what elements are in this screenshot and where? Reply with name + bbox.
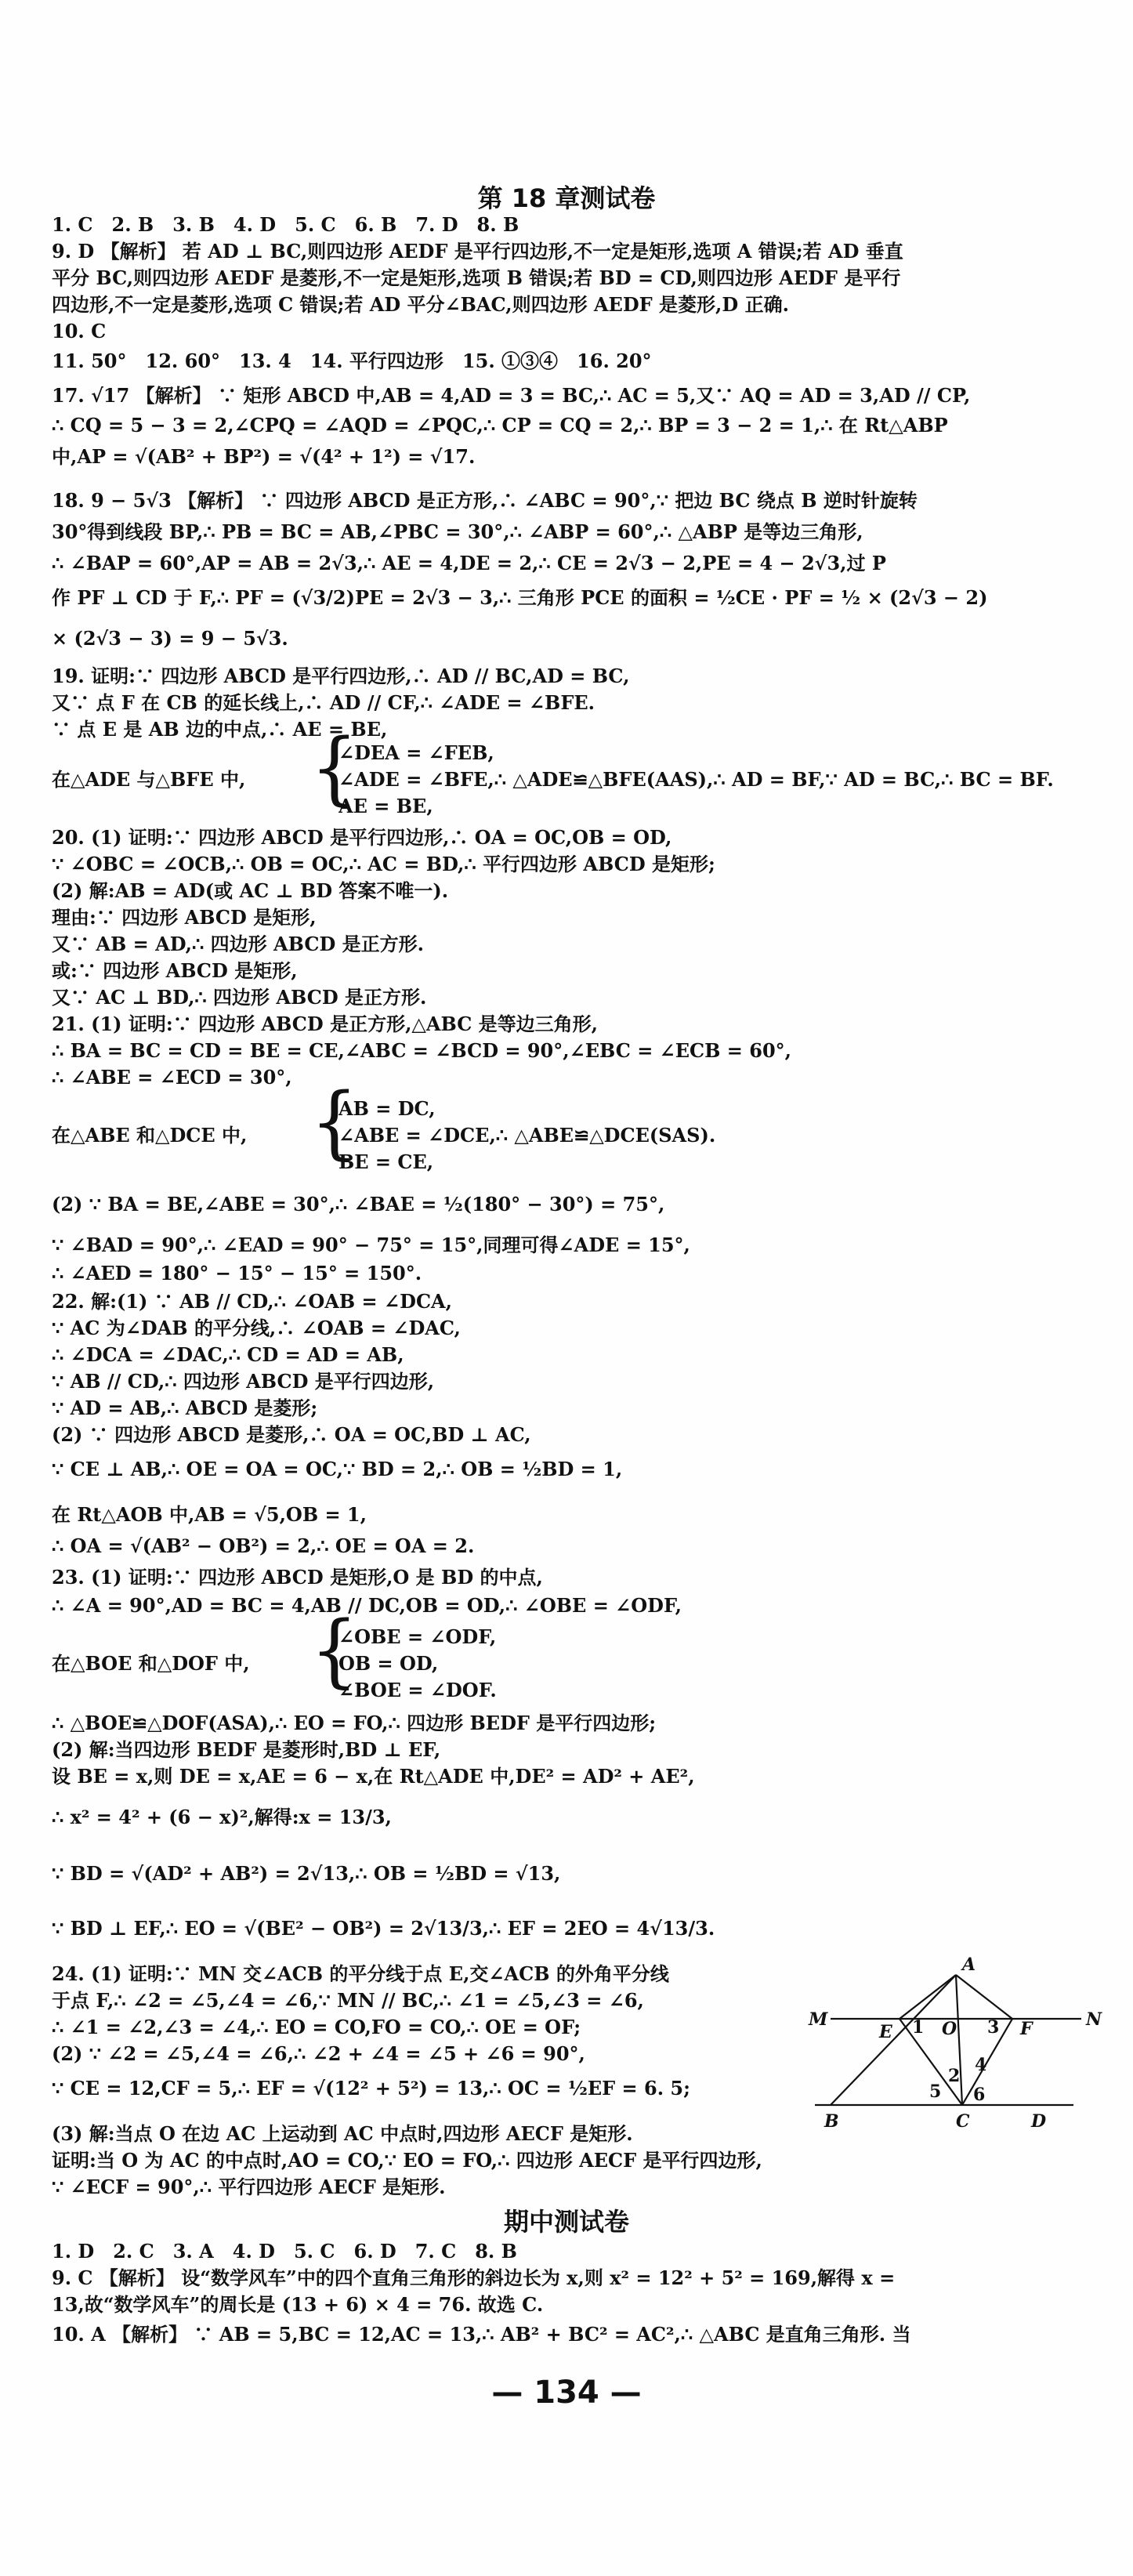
- answer-line: ∴ BA = BC = CD = BE = CE,∠ABC = ∠BCD = 90°,∠EBC = ∠ECB = 60°,: [52, 1039, 792, 1062]
- answer-line: ∵ AC 为∠DAB 的平分线,∴ ∠OAB = ∠DAC,: [52, 1317, 461, 1339]
- answer-line: ∴ ∠1 = ∠2,∠3 = ∠4,∴ EO = CO,FO = CO,∴ OE = OF;: [52, 2016, 581, 2038]
- answer-line: 10. C: [52, 320, 107, 342]
- system-line: ∠BOE = ∠DOF.: [338, 1679, 497, 1701]
- section-title-midterm: 期中测试卷: [503, 2207, 629, 2237]
- answer-line: 在△ABE 和△DCE 中,: [52, 1124, 248, 1147]
- answer-line: 20. (1) 证明:∵ 四边形 ABCD 是平行四边形,∴ OA = OC,OB = OD,: [52, 826, 672, 849]
- label-m: M: [809, 2009, 828, 2030]
- answer-line: 1. D 2. C 3. A 4. D 5. C 6. D 7. C 8. B: [52, 2240, 517, 2263]
- answer-line: ∴ ∠AED = 180° − 15° − 15° = 150°.: [52, 1262, 422, 1284]
- answer-line: ∴ CQ = 5 − 3 = 2,∠CPQ = ∠AQD = ∠PQC,∴ CP = CQ = 2,∴ BP = 3 − 2 = 1,∴ 在 Rt△ABP: [52, 414, 948, 437]
- answer-line: ∴ OA = √(AB² − OB²) = 2,∴ OE = OA = 2.: [52, 1534, 475, 1557]
- answer-line: (2) ∵ BA = BE,∠ABE = 30°,∴ ∠BAE = ½(180° − 30°) = 75°,: [52, 1193, 665, 1216]
- system-line: OB = OD,: [338, 1652, 439, 1675]
- answer-line: 设 BE = x,则 DE = x,AE = 6 − x,在 Rt△ADE 中,DE² = AD² + AE²,: [52, 1765, 695, 1788]
- label-angle-1: 1: [912, 2017, 925, 2038]
- answer-line: 中,AP = √(AB² + BP²) = √(4² + 1²) = √17.: [52, 445, 476, 468]
- answer-line: 10. A 【解析】 ∵ AB = 5,BC = 12,AC = 13,∴ AB² + BC² = AC²,∴ △ABC 是直角三角形. 当: [52, 2323, 911, 2346]
- segment-ae: [900, 1975, 956, 2019]
- answer-line: 又∵ AB = AD,∴ 四边形 ABCD 是正方形.: [52, 933, 424, 955]
- answer-line: 17. √17 【解析】 ∵ 矩形 ABCD 中,AB = 4,AD = 3 = BC,∴ AC = 5,又∵ AQ = AD = 3,AD // CP,: [52, 384, 971, 407]
- system-line: AB = DC,: [338, 1097, 436, 1120]
- answer-line: 24. (1) 证明:∵ MN 交∠ACB 的平分线于点 E,交∠ACB 的外角平分线: [52, 1962, 669, 1985]
- label-angle-4: 4: [975, 2055, 987, 2075]
- answer-line: ∴ ∠A = 90°,AD = BC = 4,AB // DC,OB = OD,∴ ∠OBE = ∠ODF,: [52, 1594, 682, 1617]
- label-b: B: [824, 2111, 839, 2132]
- answer-line: 21. (1) 证明:∵ 四边形 ABCD 是正方形,△ABC 是等边三角形,: [52, 1013, 599, 1035]
- section-title-chapter18: 第 18 章测试卷: [477, 183, 656, 213]
- answer-line: 9. D 【解析】 若 AD ⊥ BC,则四边形 AEDF 是平行四边形,不一定是矩形,选项 A 错误;若 AD 垂直: [52, 240, 903, 263]
- segment-af: [956, 1975, 1012, 2019]
- answer-line: (2) 解:AB = AD(或 AC ⊥ BD 答案不唯一).: [52, 879, 449, 902]
- label-d: D: [1031, 2111, 1047, 2132]
- answer-line: 19. 证明:∵ 四边形 ABCD 是平行四边形,∴ AD // BC,AD = BC,: [52, 665, 630, 687]
- answer-line: 23. (1) 证明:∵ 四边形 ABCD 是矩形,O 是 BD 的中点,: [52, 1566, 543, 1589]
- answer-line: ∵ CE ⊥ AB,∴ OE = OA = OC,∵ BD = 2,∴ OB = ½BD = 1,: [52, 1458, 623, 1480]
- system-brace: {: [310, 722, 359, 814]
- answer-line: 22. 解:(1) ∵ AB // CD,∴ ∠OAB = ∠DCA,: [52, 1290, 453, 1313]
- answer-line: ∵ ∠BAD = 90°,∴ ∠EAD = 90° − 75° = 15°,同理可得∠ADE = 15°,: [52, 1234, 690, 1256]
- label-f: F: [1020, 2019, 1033, 2039]
- answer-line: ∴ x² = 4² + (6 − x)²,解得:x = 13/3,: [52, 1806, 392, 1828]
- answer-line: (2) ∵ 四边形 ABCD 是菱形,∴ OA = OC,BD ⊥ AC,: [52, 1423, 531, 1446]
- label-angle-3: 3: [987, 2017, 1000, 2038]
- answer-line: 平分 BC,则四边形 AEDF 是菱形,不一定是矩形,选项 B 错误;若 BD = CD,则四边形 AEDF 是平行: [52, 266, 901, 289]
- answer-line: 理由:∵ 四边形 ABCD 是矩形,: [52, 906, 317, 929]
- system-line: ∠ADE = ∠BFE,∴ △ADE≌△BFE(AAS),∴ AD = BF,∵ AD = BC,∴ BC = BF.: [338, 768, 1054, 791]
- label-angle-6: 6: [973, 2085, 986, 2105]
- answer-line: ∵ ∠ECF = 90°,∴ 平行四边形 AECF 是矩形.: [52, 2176, 446, 2198]
- answer-line: 四边形,不一定是菱形,选项 C 错误;若 AD 平分∠BAC,则四边形 AEDF 是菱形,D 正确.: [52, 293, 789, 316]
- answer-line: ∵ AB // CD,∴ 四边形 ABCD 是平行四边形,: [52, 1370, 435, 1393]
- answer-line: (3) 解:当点 O 在边 AC 上运动到 AC 中点时,四边形 AECF 是矩形.: [52, 2122, 633, 2145]
- answer-line: ∵ ∠OBC = ∠OCB,∴ OB = OC,∴ AC = BD,∴ 平行四边形 ABCD 是矩形;: [52, 853, 715, 875]
- system-line: ∠OBE = ∠ODF,: [338, 1625, 497, 1648]
- system-line: BE = CE,: [338, 1150, 434, 1173]
- answer-line: ∴ ∠DCA = ∠DAC,∴ CD = AD = AB,: [52, 1343, 404, 1366]
- answer-line: 18. 9 − 5√3 【解析】 ∵ 四边形 ABCD 是正方形,∴ ∠ABC = 90°,∵ 把边 BC 绕点 B 逆时针旋转: [52, 489, 918, 512]
- answer-line: 30°得到线段 BP,∴ PB = BC = AB,∠PBC = 30°,∴ ∠ABP = 60°,∴ △ABP 是等边三角形,: [52, 520, 863, 543]
- answer-line: 又∵ 点 F 在 CB 的延长线上,∴ AD // CF,∴ ∠ADE = ∠BFE.: [52, 691, 595, 714]
- system-brace: {: [310, 1604, 359, 1697]
- answer-line: ∵ CE = 12,CF = 5,∴ EF = √(12² + 5²) = 13,∴ OC = ½EF = 6. 5;: [52, 2077, 690, 2100]
- answer-line: ∵ BD ⊥ EF,∴ EO = √(BE² − OB²) = 2√13/3,∴ EF = 2EO = 4√13/3.: [52, 1917, 715, 1940]
- answer-line: (2) ∵ ∠2 = ∠5,∠4 = ∠6,∴ ∠2 + ∠4 = ∠5 + ∠6 = 90°,: [52, 2042, 585, 2065]
- label-angle-5: 5: [929, 2081, 942, 2102]
- answer-line: ∴ △BOE≌△DOF(ASA),∴ EO = FO,∴ 四边形 BEDF 是平行四边形;: [52, 1712, 657, 1734]
- label-o: O: [942, 2019, 957, 2039]
- system-line: AE = BE,: [338, 795, 433, 817]
- answer-line: 在 Rt△AOB 中,AB = √5,OB = 1,: [52, 1503, 367, 1526]
- answer-line: 或:∵ 四边形 ABCD 是矩形,: [52, 959, 298, 982]
- answer-line: ∴ ∠ABE = ∠ECD = 30°,: [52, 1066, 292, 1089]
- label-angle-2: 2: [948, 2066, 961, 2086]
- answer-line: 在△BOE 和△DOF 中,: [52, 1652, 250, 1675]
- answer-line: ∵ AD = AB,∴ ABCD 是菱形;: [52, 1397, 318, 1419]
- answer-line: 9. C 【解析】 设“数学风车”中的四个直角三角形的斜边长为 x,则 x² = 12² + 5² = 169,解得 x =: [52, 2266, 896, 2289]
- answer-line: 在△ADE 与△BFE 中,: [52, 768, 246, 791]
- label-n: N: [1086, 2009, 1102, 2030]
- answer-line: 又∵ AC ⊥ BD,∴ 四边形 ABCD 是正方形.: [52, 986, 427, 1009]
- system-line: ∠ABE = ∠DCE,∴ △ABE≌△DCE(SAS).: [338, 1124, 716, 1147]
- answer-line: 11. 50° 12. 60° 13. 4 14. 平行四边形 15. ①③④ 16. 20°: [52, 350, 652, 372]
- label-a: A: [962, 1955, 976, 1975]
- label-e: E: [879, 2022, 892, 2042]
- system-line: ∠DEA = ∠FEB,: [338, 741, 494, 764]
- answer-line: 证明:当 O 为 AC 的中点时,AO = CO,∵ EO = FO,∴ 四边形 AECF 是平行四边形,: [52, 2149, 762, 2172]
- system-brace: {: [310, 1076, 359, 1168]
- page-number: — 134 —: [491, 2375, 642, 2411]
- geometry-figure: [807, 1951, 1105, 2139]
- answer-line: 于点 F,∴ ∠2 = ∠5,∠4 = ∠6,∵ MN // BC,∴ ∠1 = ∠5,∠3 = ∠6,: [52, 1989, 644, 2012]
- answer-line: (2) 解:当四边形 BEDF 是菱形时,BD ⊥ EF,: [52, 1738, 441, 1761]
- answer-line: ∵ 点 E 是 AB 边的中点,∴ AE = BE,: [52, 718, 388, 741]
- answer-line: 13,故“数学风车”的周长是 (13 + 6) × 4 = 76. 故选 C.: [52, 2293, 544, 2316]
- answer-line: 作 PF ⊥ CD 于 F,∴ PF = (√3/2)PE = 2√3 − 3,∴ 三角形 PCE 的面积 = ½CE · PF = ½ × (2√3 − 2): [52, 586, 988, 609]
- label-c: C: [956, 2111, 970, 2132]
- answer-line: ∵ BD = √(AD² + AB²) = 2√13,∴ OB = ½BD = √13,: [52, 1862, 561, 1885]
- answer-line: × (2√3 − 3) = 9 − 5√3.: [52, 627, 288, 650]
- answer-line: ∴ ∠BAP = 60°,AP = AB = 2√3,∴ AE = 4,DE = 2,∴ CE = 2√3 − 2,PE = 4 − 2√3,过 P: [52, 552, 886, 574]
- answer-line: 1. C 2. B 3. B 4. D 5. C 6. B 7. D 8. B: [52, 213, 519, 236]
